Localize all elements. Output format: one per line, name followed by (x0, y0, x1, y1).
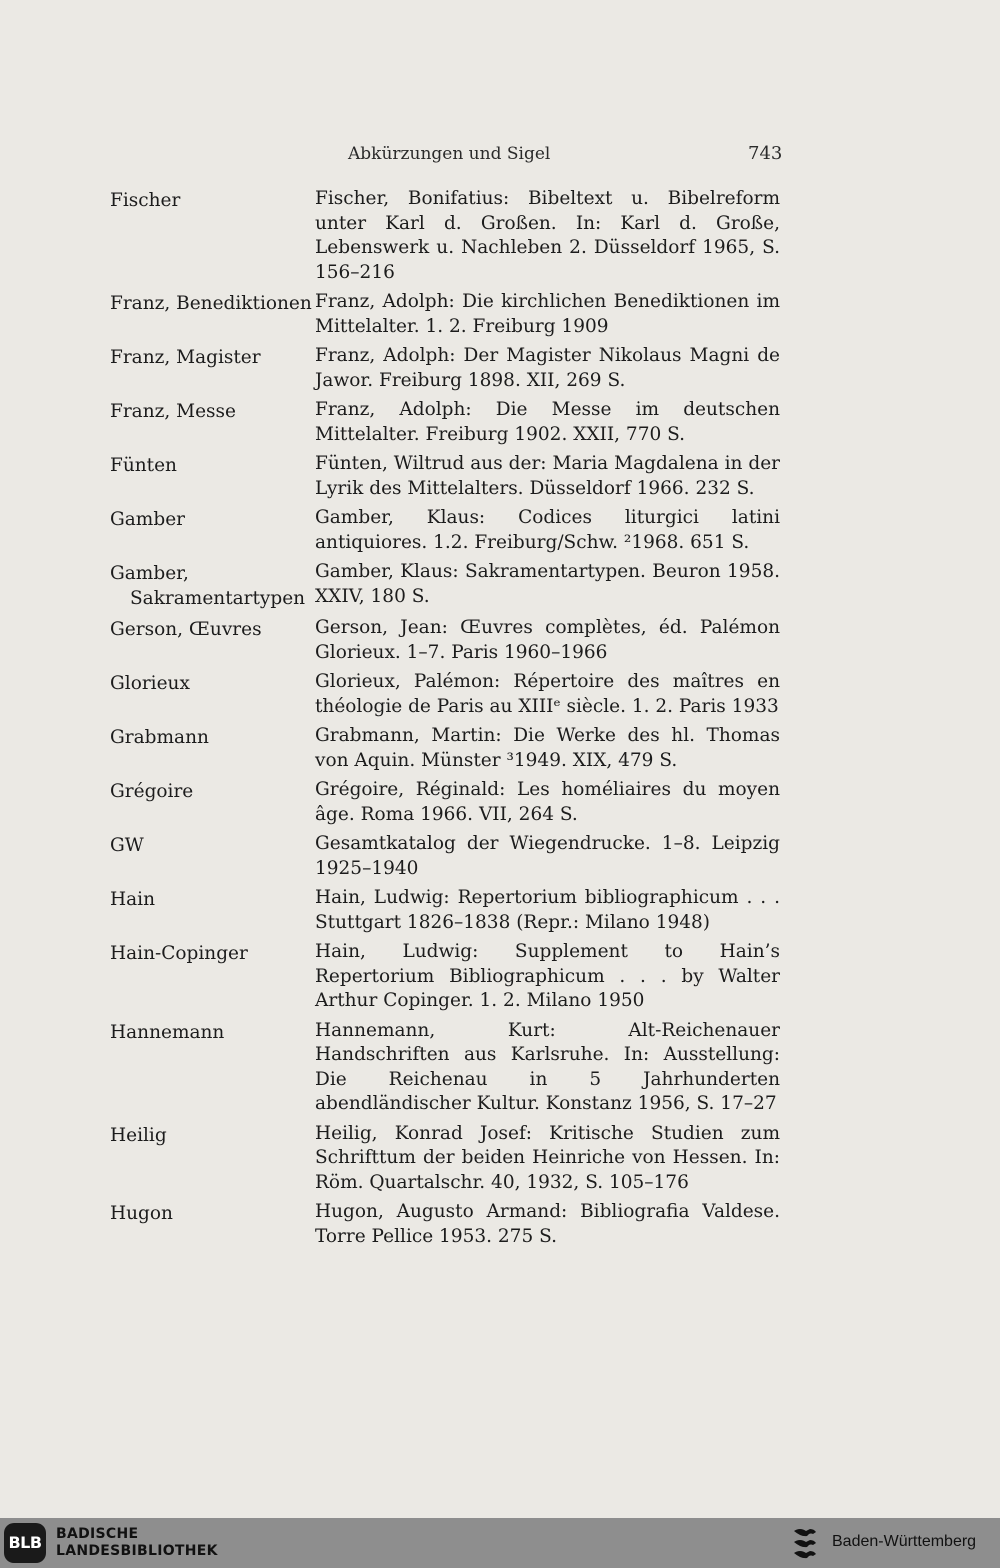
entry-description: Fünten, Wiltrud aus der: Maria Magdalena in der Lyrik des Mittelalters. Düsseldorf 1966. 232 S. (315, 453, 780, 499)
entry-siglum: Fischer (110, 190, 181, 211)
list-item (110, 290, 780, 339)
entry-description: Grabmann, Martin: Die Werke des hl. Thomas von Aquin. Münster ³1949. XIX, 479 S. (315, 725, 780, 771)
list-item (110, 940, 780, 1014)
entry-description: Franz, Adolph: Die kirchlichen Benediktionen im Mittelalter. 1. 2. Freiburg 1909 (315, 291, 780, 337)
list-item (110, 832, 780, 881)
entry-description: Glorieux, Palémon: Répertoire des maîtres en théologie de Paris au XIIIᵉ siècle. 1. 2. Paris 1933 (315, 671, 780, 717)
entry-siglum-line1: Gamber, (110, 563, 189, 584)
list-item (110, 398, 780, 447)
entry-siglum: Heilig (110, 1124, 167, 1146)
list-item (110, 187, 780, 285)
entry-description: Hain, Ludwig: Repertorium bibliographicum . . . Stuttgart 1826–1838 (Repr.: Milano 1948) (315, 887, 780, 933)
entry-description: Gamber, Klaus: Sakramentartypen. Beuron 1958. XXIV, 180 S. (315, 561, 780, 607)
library-name[interactable] (56, 1526, 218, 1560)
entry-siglum: GW (110, 835, 144, 856)
entry-siglum-line2: Sakramentartypen (130, 587, 306, 609)
entry-description: Hain, Ludwig: Supplement to Hain’s Repertorium Bibliographicum . . . by Walter Arthur Copinger. 1. 2. Milano 1950 (315, 941, 780, 1011)
entry-siglum: Fünten (110, 455, 177, 476)
entry-description: Grégoire, Réginald: Les homéliaires du moyen âge. Roma 1966. VII, 264 S. (315, 779, 780, 825)
running-title: Abkürzungen und Sigel (348, 144, 551, 164)
blb-logo-icon[interactable]: BLB (4, 1523, 46, 1563)
entry-description: Hugon, Augusto Armand: Bibliografia Valdese. Torre Pellice 1953. 275 S. (315, 1201, 780, 1247)
list-item (110, 886, 780, 935)
list-item (110, 1122, 780, 1196)
list-item (110, 506, 780, 555)
entry-description: Franz, Adolph: Der Magister Nikolaus Magni de Jawor. Freiburg 1898. XII, 269 S. (315, 345, 780, 391)
entry-siglum: Gerson, Œuvres (110, 619, 262, 640)
list-item (110, 616, 780, 665)
entry-description: Fischer, Bonifatius: Bibeltext u. Bibelreform unter Karl d. Großen. In: Karl d. Große, Lebenswerk u. Nachleben 2. Düsseldorf 1965, S. 156–216 (315, 188, 780, 283)
list-item (110, 560, 780, 611)
entry-description: Hannemann, Kurt: Alt-Reichenauer Handschriften aus Karlsruhe. In: Ausstellung: Die Reichenau in 5 Jahrhunderten abendländischer Kultur. Konstanz 1956, S. 17–27 (315, 1019, 780, 1114)
entry-siglum: Franz, Messe (110, 401, 236, 422)
list-item (110, 452, 780, 501)
entry-siglum: Hannemann (110, 1021, 225, 1043)
list-item (110, 344, 780, 393)
entry-siglum: Grégoire (110, 781, 194, 802)
abbreviation-list (110, 187, 780, 1254)
entry-description: Franz, Adolph: Die Messe im deutschen Mittelalter. Freiburg 1902. XXII, 770 S. (315, 399, 780, 445)
state-name[interactable]: Baden-Württemberg (832, 1533, 977, 1550)
entry-description: Gesamtkatalog der Wiegendrucke. 1–8. Leipzig 1925–1940 (315, 833, 780, 879)
entry-siglum: Hugon (110, 1203, 173, 1224)
entry-siglum (110, 560, 315, 611)
library-name-line2: LANDESBIBLIOTHEK (56, 1543, 218, 1559)
entry-description: Gamber, Klaus: Codices liturgici latini antiquiores. 1.2. Freiburg/Schw. ²1968. 651 S. (315, 507, 780, 553)
list-item (110, 670, 780, 719)
list-item (110, 1019, 780, 1117)
list-item (110, 724, 780, 773)
page-number: 743 (748, 143, 783, 164)
entry-description: Gerson, Jean: Œuvres complètes, éd. Palémon Glorieux. 1–7. Paris 1960–1966 (315, 617, 780, 663)
entry-siglum: Glorieux (110, 673, 190, 694)
entry-siglum: Hain-Copinger (110, 943, 248, 964)
entry-siglum: Hain (110, 889, 155, 910)
list-item (110, 778, 780, 827)
footer-bar (0, 1518, 1000, 1568)
list-item (110, 1200, 780, 1249)
library-name-line1: BADISCHE (56, 1526, 139, 1542)
entry-description: Heilig, Konrad Josef: Kritische Studien zum Schrifttum der beiden Heinriche von Hessen. In: Röm. Quartalschr. 40, 1932, S. 105–176 (315, 1122, 780, 1193)
baden-wuerttemberg-lions-icon[interactable] (790, 1525, 824, 1561)
entry-siglum: Franz, Benediktionen (110, 293, 312, 314)
entry-siglum: Gamber (110, 509, 185, 530)
entry-siglum: Grabmann (110, 727, 209, 748)
entry-siglum: Franz, Magister (110, 347, 261, 368)
